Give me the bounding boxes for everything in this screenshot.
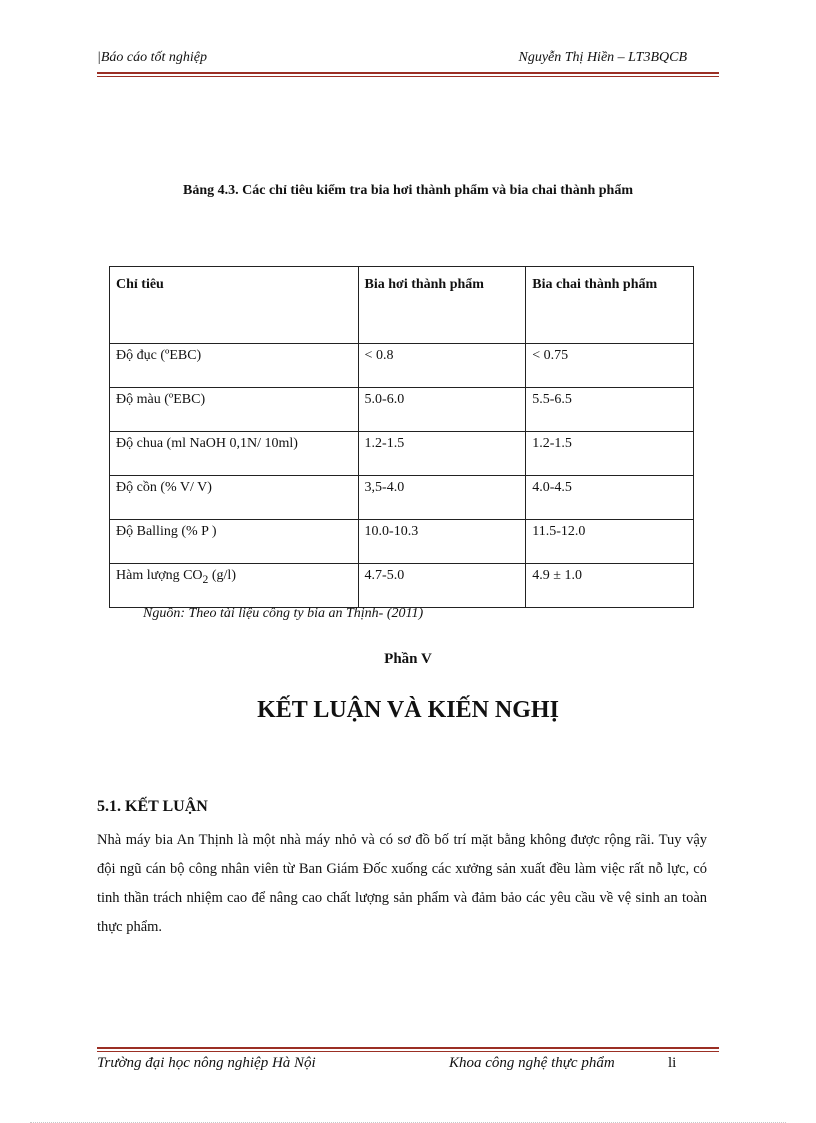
table-cell: Độ chua (ml NaOH 0,1N/ 10ml) — [110, 432, 359, 476]
section-heading: 5.1. KẾT LUẬN — [97, 798, 208, 815]
header-cell-draft-beer: Bia hơi thành phẩm — [358, 267, 526, 344]
table-cell: Độ đục (ºEBC) — [110, 344, 359, 388]
table-cell: 10.0-10.3 — [358, 520, 526, 564]
section-paragraph: Nhà máy bia An Thịnh là một nhà máy nhỏ và có sơ đồ bố trí mặt bằng không được rộng rãi. Tuy vậy đội ngũ cán bộ công nhân viên từ Ban Giám Đốc xuống các xưởng sản xuất đều làm việc rất nỗ lực, có tinh thần trách nhiệm cao để nâng cao chất lượng sản phẩm và đảm bảo các yêu cầu về vệ sinh an toàn thực phẩm. — [97, 832, 707, 935]
header-report-title: |Báo cáo tốt nghiệp — [97, 50, 207, 65]
part-title: KẾT LUẬN VÀ KIẾN NGHỊ — [257, 697, 559, 723]
page-footer — [97, 1055, 697, 1077]
page-header — [97, 50, 695, 72]
table-cell: Độ cồn (% V/ V) — [110, 476, 359, 520]
table-cell: 1.2-1.5 — [358, 432, 526, 476]
table-cell: 4.9 ± 1.0 — [526, 564, 694, 608]
part-label: Phần V — [384, 651, 432, 667]
table-cell: 4.0-4.5 — [526, 476, 694, 520]
table-cell: 11.5-12.0 — [526, 520, 694, 564]
header-author: Nguyễn Thị Hiền – LT3BQCB — [518, 50, 687, 65]
footer-faculty: Khoa công nghệ thực phẩm — [449, 1055, 615, 1071]
table-row — [110, 476, 694, 520]
footer-university: Trường đại học nông nghiệp Hà Nội — [97, 1055, 316, 1071]
footer-rule-thin — [97, 1051, 719, 1052]
table-caption: Bảng 4.3. Các chỉ tiêu kiểm tra bia hơi thành phẩm và bia chai thành phẩm — [183, 183, 633, 198]
co2-label: Hàm lượng CO — [116, 568, 203, 583]
table-header-row — [110, 267, 694, 344]
table-cell: < 0.8 — [358, 344, 526, 388]
header-rule-thin — [97, 76, 719, 77]
header-cell-criteria: Chỉ tiêu — [110, 267, 359, 344]
table-source: Nguồn: Theo tài liệu công ty bia an Thịnh- (2011) — [143, 606, 424, 621]
table-row — [110, 520, 694, 564]
quality-table — [109, 266, 694, 608]
table-row — [110, 344, 694, 388]
co2-unit: (g/l) — [208, 568, 236, 583]
table-cell: < 0.75 — [526, 344, 694, 388]
table-cell: 3,5-4.0 — [358, 476, 526, 520]
table-cell: 5.5-6.5 — [526, 388, 694, 432]
table-cell: 4.7-5.0 — [358, 564, 526, 608]
table-row — [110, 432, 694, 476]
table-cell: 5.0-6.0 — [358, 388, 526, 432]
footer-rule — [97, 1047, 719, 1049]
table-cell: Độ Balling (% P ) — [110, 520, 359, 564]
co2-subscript: 2 — [202, 572, 209, 586]
table-cell: Độ màu (ºEBC) — [110, 388, 359, 432]
table-row — [110, 388, 694, 432]
table-cell: 1.2-1.5 — [526, 432, 694, 476]
table-row — [110, 564, 694, 608]
header-cell-bottled-beer: Bia chai thành phẩm — [526, 267, 694, 344]
header-rule — [97, 72, 719, 74]
table-cell-co2 — [110, 564, 359, 608]
page-number: li — [668, 1055, 677, 1071]
